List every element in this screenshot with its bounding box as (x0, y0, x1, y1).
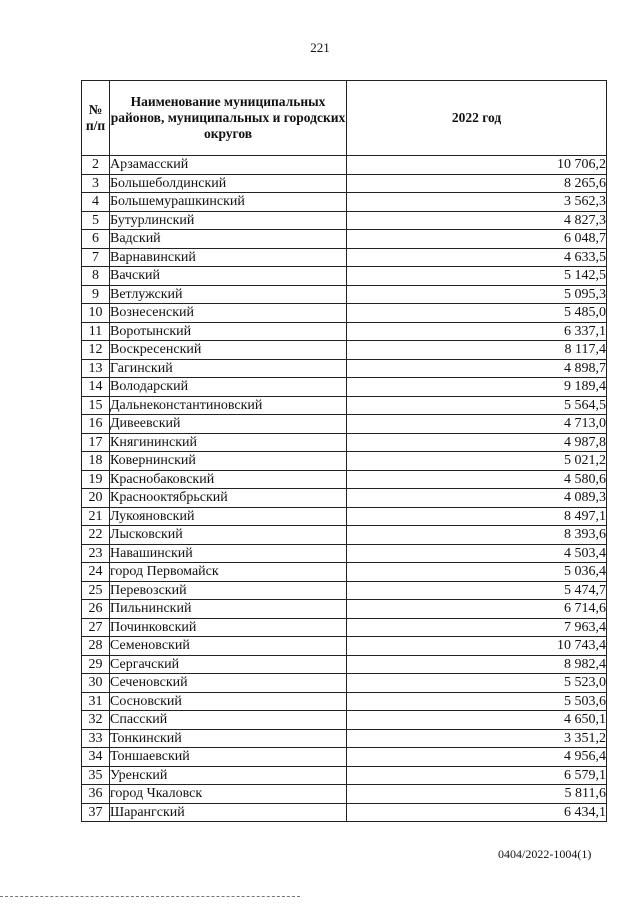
cell-name: Лысковский (110, 526, 347, 545)
table-row (82, 637, 607, 656)
cell-name: Лукояновский (110, 507, 347, 526)
cell-num: 35 (82, 766, 110, 785)
cell-num: 4 (82, 193, 110, 212)
cell-name: Шарангский (110, 803, 347, 822)
table-row (82, 322, 607, 341)
cell-num: 5 (82, 211, 110, 230)
cell-name: Краснооктябрьский (110, 489, 347, 508)
cell-value: 5 485,0 (347, 304, 607, 323)
cell-name: Арзамасский (110, 156, 347, 175)
cell-num: 22 (82, 526, 110, 545)
data-table (81, 80, 607, 822)
table-row (82, 785, 607, 804)
cell-value: 4 650,1 (347, 711, 607, 730)
cell-name: Перевозский (110, 581, 347, 600)
table-row (82, 248, 607, 267)
table-row (82, 267, 607, 286)
cell-num: 28 (82, 637, 110, 656)
cell-num: 8 (82, 267, 110, 286)
cell-num: 34 (82, 748, 110, 767)
cell-name: Навашинский (110, 544, 347, 563)
page-number: 221 (310, 40, 330, 55)
table-row (82, 674, 607, 693)
cell-value: 9 189,4 (347, 378, 607, 397)
cell-name: Бутурлинский (110, 211, 347, 230)
cell-num: 13 (82, 359, 110, 378)
cell-num: 3 (82, 174, 110, 193)
table-row (82, 359, 607, 378)
header-value: 2022 год (347, 81, 607, 156)
table-row (82, 156, 607, 175)
cell-name: Пильнинский (110, 600, 347, 619)
cell-value: 6 434,1 (347, 803, 607, 822)
table-row (82, 470, 607, 489)
cell-name: Ковернинский (110, 452, 347, 471)
cell-num: 9 (82, 285, 110, 304)
table-row (82, 766, 607, 785)
cell-name: Княгининский (110, 433, 347, 452)
cell-num: 37 (82, 803, 110, 822)
cell-name: Гагинский (110, 359, 347, 378)
cell-value: 5 564,5 (347, 396, 607, 415)
cell-value: 4 633,5 (347, 248, 607, 267)
cell-num: 19 (82, 470, 110, 489)
cell-num: 24 (82, 563, 110, 582)
cell-num: 16 (82, 415, 110, 434)
cell-num: 15 (82, 396, 110, 415)
cell-value: 4 987,8 (347, 433, 607, 452)
cell-name: Семеновский (110, 637, 347, 656)
cell-name: Воротынский (110, 322, 347, 341)
cell-num: 31 (82, 692, 110, 711)
cell-value: 5 474,7 (347, 581, 607, 600)
cell-value: 5 523,0 (347, 674, 607, 693)
cell-value: 8 982,4 (347, 655, 607, 674)
cell-name: Починковский (110, 618, 347, 637)
cell-num: 25 (82, 581, 110, 600)
cell-num: 36 (82, 785, 110, 804)
cell-name: Вачский (110, 267, 347, 286)
cell-value: 4 827,3 (347, 211, 607, 230)
cell-num: 21 (82, 507, 110, 526)
cell-num: 33 (82, 729, 110, 748)
cell-name: Дальнеконстантиновский (110, 396, 347, 415)
cell-num: 27 (82, 618, 110, 637)
cell-name: Тоншаевский (110, 748, 347, 767)
cell-value: 3 562,3 (347, 193, 607, 212)
table-row (82, 563, 607, 582)
cell-value: 5 021,2 (347, 452, 607, 471)
table-row (82, 211, 607, 230)
cell-num: 2 (82, 156, 110, 175)
table-row (82, 748, 607, 767)
cell-value: 6 714,6 (347, 600, 607, 619)
table-row (82, 452, 607, 471)
cell-num: 29 (82, 655, 110, 674)
header-name: Наименование муниципальных районов, муниципальных и городских округов (110, 81, 347, 156)
cell-num: 17 (82, 433, 110, 452)
cell-value: 8 117,4 (347, 341, 607, 360)
table-row (82, 729, 607, 748)
cell-name: Дивеевский (110, 415, 347, 434)
document-code: 0404/2022-1004(1) (498, 847, 592, 861)
table-row (82, 711, 607, 730)
table-row (82, 341, 607, 360)
cell-value: 6 579,1 (347, 766, 607, 785)
cell-num: 32 (82, 711, 110, 730)
table-row (82, 285, 607, 304)
cell-name: город Первомайск (110, 563, 347, 582)
cell-value: 8 497,1 (347, 507, 607, 526)
cell-name: Спасский (110, 711, 347, 730)
table-row (82, 415, 607, 434)
table-row (82, 174, 607, 193)
cell-value: 4 089,3 (347, 489, 607, 508)
table-row (82, 581, 607, 600)
cell-name: Володарский (110, 378, 347, 397)
cell-value: 4 580,6 (347, 470, 607, 489)
cell-name: Вадский (110, 230, 347, 249)
cell-value: 5 142,5 (347, 267, 607, 286)
cell-name: Ветлужский (110, 285, 347, 304)
header-num: № п/п (82, 81, 110, 156)
table-row (82, 692, 607, 711)
cell-name: Большеболдинский (110, 174, 347, 193)
cell-name: город Чкаловск (110, 785, 347, 804)
table-row (82, 600, 607, 619)
cell-name: Сергачский (110, 655, 347, 674)
cell-value: 8 393,6 (347, 526, 607, 545)
table-row (82, 230, 607, 249)
cell-num: 30 (82, 674, 110, 693)
cell-value: 6 337,1 (347, 322, 607, 341)
table-row (82, 544, 607, 563)
table-row (82, 489, 607, 508)
table-row (82, 396, 607, 415)
table-row (82, 304, 607, 323)
cell-num: 6 (82, 230, 110, 249)
cell-num: 14 (82, 378, 110, 397)
cell-value: 5 811,6 (347, 785, 607, 804)
cell-name: Большемурашкинский (110, 193, 347, 212)
cell-num: 18 (82, 452, 110, 471)
table-row (82, 378, 607, 397)
cell-num: 7 (82, 248, 110, 267)
cell-value: 10 743,4 (347, 637, 607, 656)
cell-name: Вознесенский (110, 304, 347, 323)
cell-num: 26 (82, 600, 110, 619)
table-row (82, 193, 607, 212)
cell-name: Сеченовский (110, 674, 347, 693)
cell-num: 12 (82, 341, 110, 360)
table-row (82, 803, 607, 822)
cell-value: 8 265,6 (347, 174, 607, 193)
cell-name: Воскресенский (110, 341, 347, 360)
table-row (82, 618, 607, 637)
table-row (82, 507, 607, 526)
table-body (82, 156, 607, 822)
table-header-row (82, 81, 607, 156)
cell-value: 5 095,3 (347, 285, 607, 304)
cell-value: 4 956,4 (347, 748, 607, 767)
cell-value: 6 048,7 (347, 230, 607, 249)
cell-name: Уренский (110, 766, 347, 785)
cell-value: 4 713,0 (347, 415, 607, 434)
cell-value: 10 706,2 (347, 156, 607, 175)
cell-value: 3 351,2 (347, 729, 607, 748)
table-row (82, 655, 607, 674)
cell-num: 10 (82, 304, 110, 323)
cell-name: Краснобаковский (110, 470, 347, 489)
cell-value: 4 898,7 (347, 359, 607, 378)
cell-value: 4 503,4 (347, 544, 607, 563)
cell-num: 20 (82, 489, 110, 508)
cell-value: 5 503,6 (347, 692, 607, 711)
cell-value: 5 036,4 (347, 563, 607, 582)
cell-name: Тонкинский (110, 729, 347, 748)
cell-value: 7 963,4 (347, 618, 607, 637)
bottom-dashed-rule (0, 896, 300, 897)
cell-num: 11 (82, 322, 110, 341)
table-row (82, 526, 607, 545)
table-row (82, 433, 607, 452)
cell-name: Сосновский (110, 692, 347, 711)
cell-name: Варнавинский (110, 248, 347, 267)
cell-num: 23 (82, 544, 110, 563)
